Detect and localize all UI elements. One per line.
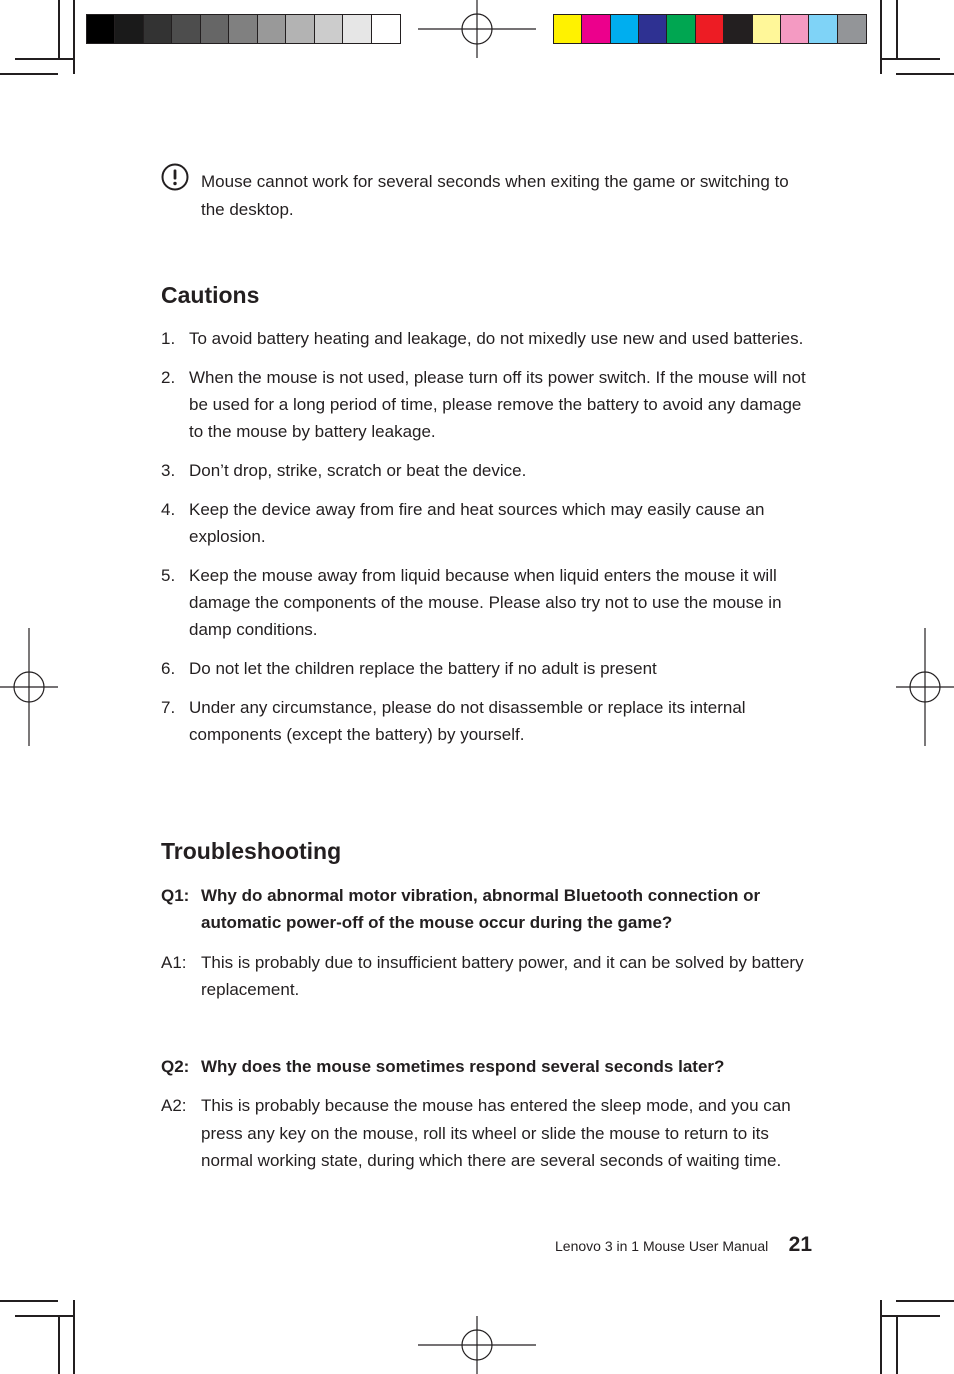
caution-text: When the mouse is not used, please turn off its power switch. If the mouse will not be used for a long period of time, please remove the battery to avoid any damage to the mouse by battery leakage.	[189, 368, 806, 441]
manual-title: Lenovo 3 in 1 Mouse User Manual	[555, 1238, 769, 1254]
caution-item	[161, 562, 813, 643]
crop-mark	[73, 0, 75, 74]
cautions-heading: Cautions	[161, 282, 260, 308]
question-1	[161, 882, 813, 937]
crop-mark	[15, 1315, 74, 1317]
question-label: Q2:	[161, 1057, 190, 1076]
gray-swatch	[201, 15, 229, 43]
registration-target-icon	[418, 0, 536, 60]
color-swatch	[809, 15, 837, 43]
crop-mark	[58, 1315, 60, 1374]
caution-text: Do not let the children replace the battery if no adult is present	[189, 659, 657, 678]
caution-text: To avoid battery heating and leakage, do not mixedly use new and used batteries.	[189, 329, 804, 348]
registration-target-icon	[896, 628, 954, 746]
caution-number: 6.	[161, 659, 176, 678]
crop-mark	[896, 73, 954, 75]
caution-text: Under any circumstance, please do not disassemble or replace its internal components (except the battery) by yourself.	[189, 698, 746, 744]
qa-block-1	[161, 882, 813, 1003]
color-swatch	[639, 15, 667, 43]
answer-label: A2:	[161, 1096, 187, 1116]
question-text: Why does the mouse sometimes respond several seconds later?	[201, 1057, 725, 1076]
gray-swatch	[87, 15, 115, 43]
caution-text: Keep the device away from fire and heat sources which may easily cause an explosion.	[189, 500, 765, 546]
notice-text: Mouse cannot work for several seconds when exiting the game or switching to the desktop.	[201, 172, 789, 219]
caution-item	[161, 457, 813, 484]
gray-swatch	[286, 15, 314, 43]
qa-block-2	[161, 1053, 813, 1174]
page-footer	[555, 1233, 812, 1259]
question-2	[161, 1053, 813, 1080]
grayscale-color-bar	[86, 14, 401, 44]
crop-mark	[58, 0, 60, 58]
troubleshooting-heading: Troubleshooting	[161, 838, 342, 864]
answer-label: A1:	[161, 952, 187, 972]
crop-mark	[896, 1300, 954, 1302]
registration-target-icon	[418, 1316, 536, 1374]
crop-mark	[880, 0, 882, 74]
caution-number: 3.	[161, 461, 176, 480]
caution-text: Keep the mouse away from liquid because when liquid enters the mouse it will damage the components of the mouse. Please also try not to use the mouse in damp conditions.	[189, 566, 782, 639]
gray-swatch	[372, 15, 400, 43]
gray-swatch	[144, 15, 172, 43]
answer-text: This is probably due to insufficient battery power, and it can be solved by battery replacement.	[201, 952, 804, 999]
gray-swatch	[115, 15, 143, 43]
gray-swatch	[343, 15, 371, 43]
answer-2	[161, 1092, 813, 1174]
color-swatch	[696, 15, 724, 43]
question-label: Q1:	[161, 886, 190, 905]
color-swatch	[753, 15, 781, 43]
caution-text: Don’t drop, strike, scratch or beat the device.	[189, 461, 527, 480]
caution-number: 2.	[161, 368, 176, 387]
question-text: Why do abnormal motor vibration, abnormal Bluetooth connection or automatic power-off of the mouse occur during the game?	[201, 886, 761, 933]
crop-mark	[0, 1300, 58, 1302]
color-swatch	[838, 15, 866, 43]
caution-item	[161, 325, 813, 352]
crop-mark	[896, 0, 898, 58]
color-swatch	[667, 15, 695, 43]
caution-item	[161, 694, 813, 748]
registration-target-icon	[0, 628, 58, 746]
caution-number: 1.	[161, 329, 176, 348]
caution-number: 7.	[161, 698, 176, 717]
gray-swatch	[258, 15, 286, 43]
process-color-bar	[553, 14, 867, 44]
crop-mark	[73, 1300, 75, 1374]
crop-mark	[880, 1300, 882, 1374]
caution-item	[161, 655, 813, 682]
answer-text: This is probably because the mouse has entered the sleep mode, and you can press any key on the mouse, roll its wheel or slide the mouse to return to its normal working state, during which there are several seconds of waiting time.	[201, 1096, 791, 1170]
answer-1	[161, 949, 813, 1004]
color-swatch	[554, 15, 582, 43]
caution-item	[161, 364, 813, 445]
color-swatch	[582, 15, 610, 43]
crop-mark	[880, 58, 940, 60]
gray-swatch	[172, 15, 200, 43]
crop-mark	[896, 1315, 898, 1374]
caution-number: 4.	[161, 500, 176, 519]
gray-swatch	[229, 15, 257, 43]
cautions-list	[161, 325, 813, 760]
caution-number: 5.	[161, 566, 176, 585]
page-number: 21	[788, 1233, 812, 1256]
color-swatch	[724, 15, 752, 43]
crop-mark	[0, 73, 58, 75]
crop-mark	[880, 1315, 940, 1317]
exclamation-circle-icon	[161, 163, 189, 191]
caution-item	[161, 496, 813, 550]
gray-swatch	[315, 15, 343, 43]
color-swatch	[611, 15, 639, 43]
crop-mark	[15, 58, 74, 60]
color-swatch	[781, 15, 809, 43]
